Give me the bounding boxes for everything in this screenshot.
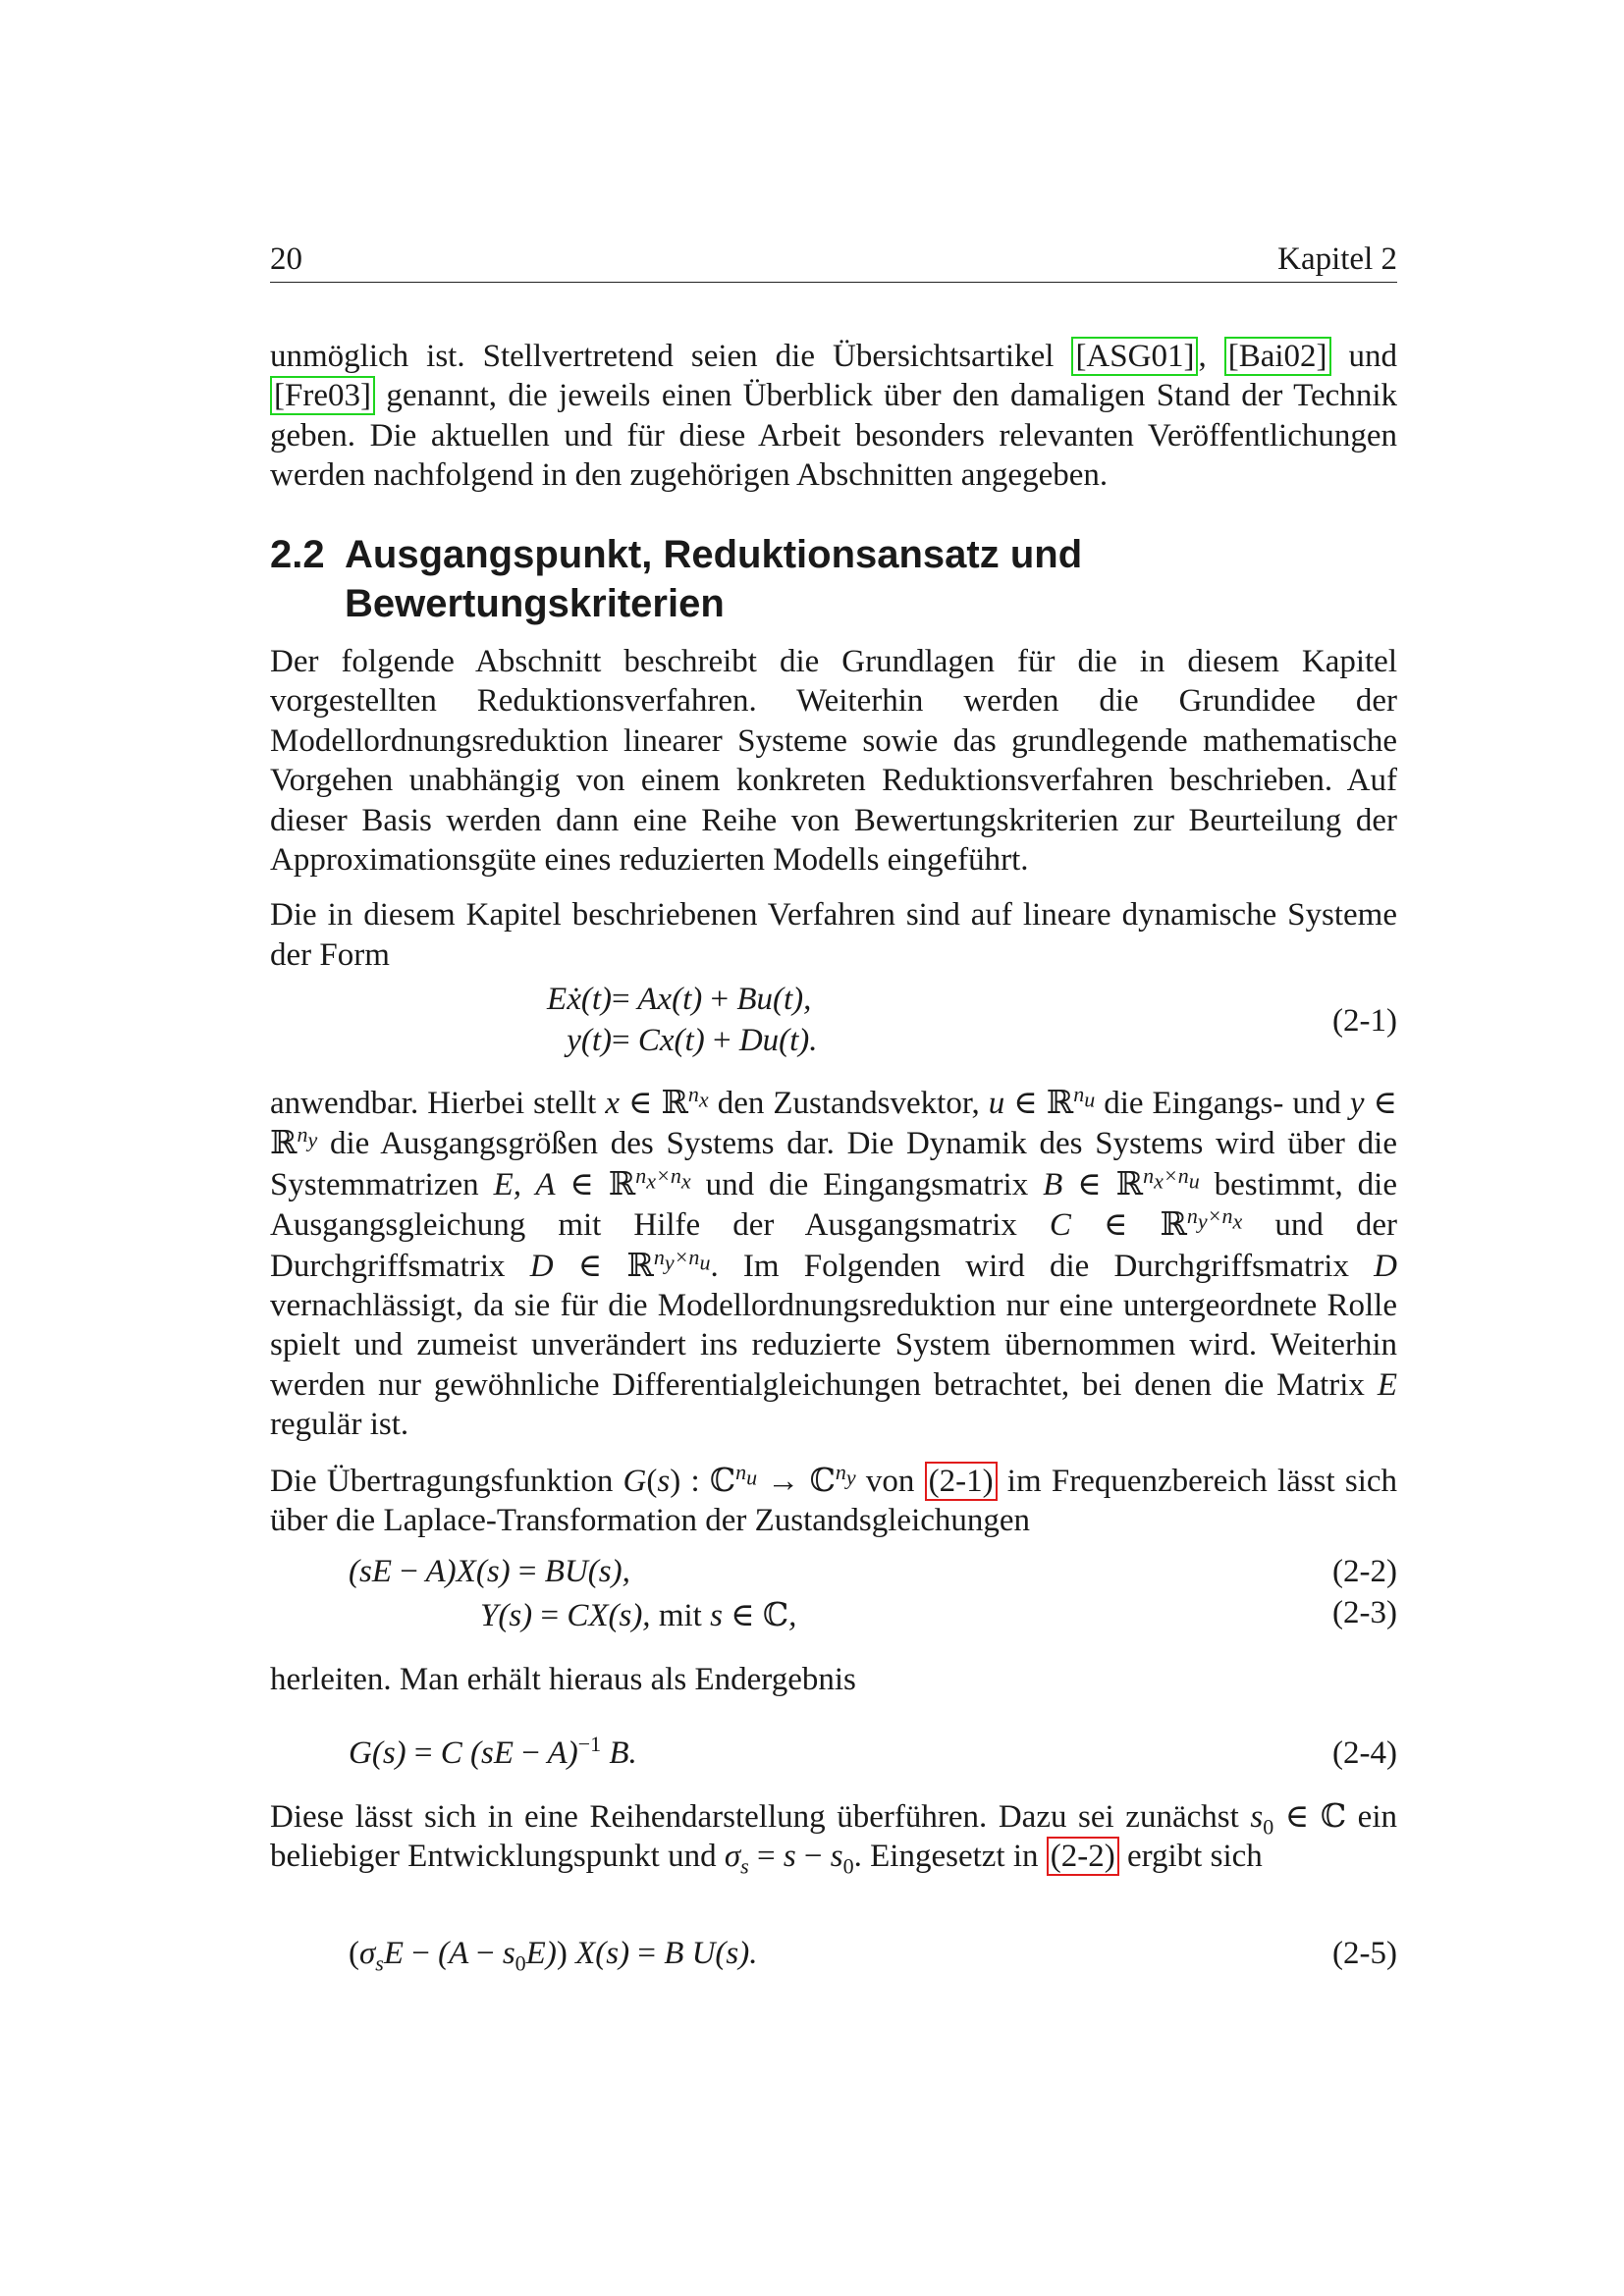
intro-sep: , (1198, 339, 1224, 374)
equation-2-4: G(s) = C (sE − A)$^{-1}$ B. (2-4) (349, 1732, 1397, 1771)
body-block-2 (270, 1083, 1397, 1556)
intro-text-b: und (1330, 339, 1398, 374)
body-block-3 (270, 1660, 1397, 1715)
section-title-line1: Ausgangspunkt, Reduktionsansatz und (345, 533, 1083, 576)
paragraph-definitions: anwendbar. Hierbei stellt x ∈ ℝ$^{n_x}$ den Zustandsvektor, u ∈ ℝ$^{n_u}$ die Eingangs- und y ∈ ℝ$^{n_y}$ die Ausgangsgrößen des Systems dar. Die Dynamik des Systems wird über die Systemmatrizen E, A ∈ ℝ$^{n_x\times n_x}$ und die Eingangsmatrix B ∈ ℝ$^{n_x\times n_u}$ bestimmt, die Ausgangsgleichung mit Hilfe der Ausgangsmatrix C ∈ ℝ$^{n_y\times n_x}$ und der Durchgriffsmatrix D ∈ ℝ$^{n_y\times n_u}$. Im Folgenden wird die Durchgriffsmatrix D vernachlässigt, da sie für die Modellordnungsreduktion nur eine untergeordnete Rolle spielt und zumeist unverändert ins reduzierte System übernommen wird. Weiterhin werden nur gewöhnliche Differentialgleichungen betrachtet, bei denen die Matrix E regulär ist. (270, 1082, 1397, 1443)
paragraph-reihendarstellung: Diese lässt sich in eine Reihendarstellung überführen. Dazu sei zunächst $s_0$ ∈ ℂ ein beliebiger Entwicklungspunkt und $\sigma_s = s - s_0$. Eingesetzt in (2-2) ergibt sich (270, 1796, 1397, 1879)
equation-2-1: Eẋ(t) = Ax(t) + Bu(t), y(t) = Cx(t) + Du(t). (2-1) (547, 982, 1397, 1058)
citation-bai02[interactable]: [Bai02] (1224, 337, 1331, 376)
citation-fre03[interactable]: [Fre03] (270, 376, 375, 415)
paragraph-transfer-function: Die Übertragungsfunktion G(s) : ℂ$^{n_u}$ → ℂ$^{n_y}$ von (2-1) im Frequenzbereich lässt sich über die Laplace-Transformation der Zustandsgleichungen (270, 1459, 1398, 1539)
equation-number: (2-5) (1332, 1936, 1397, 1971)
chapter-label: Kapitel 2 (1277, 241, 1397, 277)
equation-number: (2-3) (1332, 1595, 1397, 1630)
equation-ref-2-2[interactable]: (2-2) (1047, 1837, 1119, 1876)
equation-ref-2-1[interactable]: (2-1) (925, 1462, 998, 1501)
section-heading (270, 530, 1397, 628)
section-number: 2.2 (270, 533, 325, 576)
intro-text-a: unmöglich ist. Stellvertretend seien die Übersichtsartikel (270, 339, 1072, 374)
body-block-4 (270, 1796, 1397, 1893)
intro-paragraph (270, 337, 1397, 511)
intro-text-c: genannt, die jeweils einen Überblick über den damaligen Stand der Technik geben. Die aktuellen und für diese Arbeit besonders relevanten Veröffentlichungen werden nachfolgend in den zugehörigen Abschnitten angegeben. (270, 378, 1397, 494)
paragraph-grundlagen: Der folgende Abschnitt beschreibt die Grundlagen für die in diesem Kapitel vorgestellten Reduktionsverfahren. Weiterhin werden die Grundidee der Modellordnungsreduktion linearer Systeme sowie das grundlegende mathematische Vorgehen unabhängig von einem konkreten Reduktionsverfahren beschrieben. Auf dieser Basis werden dann eine Reihe von Bewertungskriterien zur Beurteilung der Approximationsgüte eines reduzierten Modells eingeführt. (270, 644, 1397, 879)
section-title-line2: Bewertungskriterien (345, 582, 725, 625)
header-rule (270, 282, 1397, 283)
paragraph-herleiten: herleiten. Man erhält hieraus als Endergebnis (270, 1662, 856, 1697)
equation-2-5: $(\sigma_sE - (A - s_0E)) X(s) = B$ U(s). (2-5) (349, 1936, 1397, 1976)
equation-number: (2-4) (1332, 1735, 1397, 1771)
citation-asg01[interactable]: [ASG01] (1071, 337, 1198, 376)
paragraph-system-form: Die in diesem Kapitel beschriebenen Verfahren sind auf lineare dynamische Systeme der Form (270, 897, 1397, 973)
equation-2-2-2-3: (sE − A)X(s) = BU(s), (2-2) Y(s) = CX(s), mit s ∈ ℂ, (2-3) (349, 1554, 1397, 1633)
equation-number: (2-1) (1332, 1003, 1397, 1039)
equation-number: (2-2) (1332, 1554, 1397, 1589)
running-header (270, 241, 1397, 278)
page-number: 20 (270, 241, 302, 277)
body-block-1 (270, 642, 1397, 990)
